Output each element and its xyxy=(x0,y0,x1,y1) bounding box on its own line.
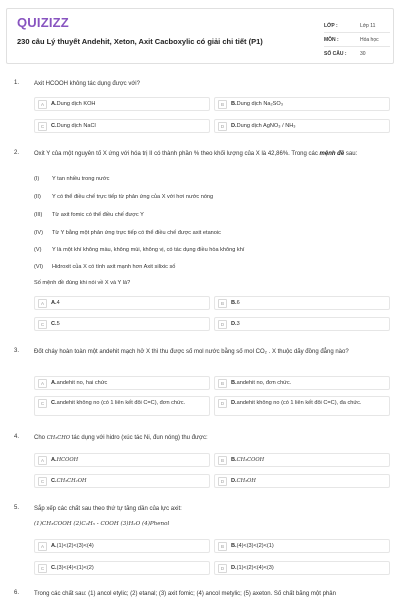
option-key: D xyxy=(218,399,227,408)
option-d[interactable] xyxy=(214,561,390,575)
option-label: A. xyxy=(51,543,57,549)
question-1 xyxy=(14,80,390,140)
option-text: andehit không no (có 1 liên kết đôi C=C), đa chức. xyxy=(236,400,362,406)
option-key: B xyxy=(218,299,227,308)
statement: (V) Y là một khí không màu, không mùi, không vị, có tác dụng điều hòa không khí xyxy=(34,247,245,253)
question-2 xyxy=(14,150,390,340)
option-label: D. xyxy=(231,565,237,571)
option-b[interactable] xyxy=(214,453,390,467)
option-text: CH₃COOH xyxy=(236,457,265,463)
option-key: B xyxy=(218,379,227,388)
option-b[interactable] xyxy=(214,97,390,111)
option-label: C. xyxy=(51,478,57,484)
option-a[interactable] xyxy=(34,376,210,390)
option-label: A. xyxy=(51,300,57,306)
option-text: Dung dịch NaCl xyxy=(56,123,96,129)
option-key: A xyxy=(38,100,47,109)
meta-count xyxy=(324,47,390,61)
option-d[interactable] xyxy=(214,474,390,488)
statement: (I) Y tan nhiều trong nước xyxy=(34,176,110,182)
question-number: 2. xyxy=(14,150,20,156)
question-tail: Số mệnh đề đúng khi nói về X và Y là? xyxy=(34,280,131,286)
document-meta xyxy=(324,19,390,61)
option-key: D xyxy=(218,477,227,486)
meta-grade xyxy=(324,19,390,33)
option-label: D. xyxy=(231,400,237,406)
option-c[interactable] xyxy=(34,561,210,575)
option-key: D xyxy=(218,564,227,573)
option-d[interactable] xyxy=(214,396,390,416)
option-key: B xyxy=(218,100,227,109)
question-number: 6. xyxy=(14,590,20,596)
option-label: A. xyxy=(51,380,57,386)
meta-value: Hóa học xyxy=(360,36,379,43)
option-label: B. xyxy=(231,457,237,463)
option-label: B. xyxy=(231,101,237,107)
option-text: Dung dịch KOH xyxy=(56,101,96,107)
document-header xyxy=(6,8,394,64)
meta-subject xyxy=(324,33,390,47)
option-c[interactable] xyxy=(34,396,210,416)
meta-value: Lớp 11 xyxy=(360,22,376,29)
option-text: (1)<(2)<(4)<(3) xyxy=(236,565,274,571)
option-key: D xyxy=(218,320,227,329)
option-a[interactable] xyxy=(34,97,210,111)
option-text: (1)<(2)<(3)<(4) xyxy=(56,543,94,549)
option-text: CH₃CH₂OH xyxy=(56,478,87,484)
option-label: C. xyxy=(51,565,57,571)
question-number: 3. xyxy=(14,348,20,354)
option-key: C xyxy=(38,320,47,329)
option-b[interactable] xyxy=(214,296,390,310)
meta-key: SỐ CÂU : xyxy=(324,51,347,57)
option-a[interactable] xyxy=(34,296,210,310)
option-c[interactable] xyxy=(34,119,210,133)
option-text: andehit no, đơn chức. xyxy=(236,380,292,386)
option-text: 6 xyxy=(236,300,240,306)
option-label: B. xyxy=(231,380,237,386)
meta-key: LỚP : xyxy=(324,22,338,29)
option-label: B. xyxy=(231,300,237,306)
meta-key: MÔN : xyxy=(324,36,339,43)
option-key: B xyxy=(218,456,227,465)
question-number: 5. xyxy=(14,505,20,511)
option-label: C. xyxy=(51,400,57,406)
option-label: A. xyxy=(51,101,57,107)
question-text: Đốt cháy hoàn toàn một andehit mạch hở X thì thu được số mol nước bằng số mol CO₂ . X thuộc dãy đồng đẳng nào? xyxy=(34,349,349,355)
option-key: A xyxy=(38,299,47,308)
option-label: C. xyxy=(51,123,57,129)
option-label: A. xyxy=(51,457,57,463)
question-text: Axit HCOOH không tác dụng được với? xyxy=(34,81,140,87)
option-key: A xyxy=(38,456,47,465)
meta-value: 30 xyxy=(360,51,366,57)
quizizz-logo: QUIZIZZ xyxy=(17,15,69,30)
question-text: Cho CH₃CHO tác dụng với hidro (xúc tác Ni, đun nóng) thu được: xyxy=(34,435,208,441)
option-text: 4 xyxy=(56,300,60,306)
option-d[interactable] xyxy=(214,119,390,133)
option-text: 3 xyxy=(236,321,240,327)
statement: (IV) Từ Y bằng một phản ứng trực tiếp có thể điều chế được axit etanoic xyxy=(34,230,221,236)
question-text: Sắp xếp các chất sau theo thứ tự tăng dần của lực axit: xyxy=(34,506,182,512)
question-6 xyxy=(14,590,390,600)
option-key: C xyxy=(38,122,47,131)
option-d[interactable] xyxy=(214,317,390,331)
option-label: D. xyxy=(231,478,237,484)
statement: (VI) Hidroxit của X có tính axit mạnh hơn Axit silixic số xyxy=(34,264,176,270)
option-text: (3)<(4)<(1)<(2) xyxy=(56,565,94,571)
option-text: 5 xyxy=(56,321,60,327)
option-key: B xyxy=(218,542,227,551)
option-a[interactable] xyxy=(34,539,210,553)
option-label: C. xyxy=(51,321,57,327)
option-label: D. xyxy=(231,321,237,327)
option-text: HCOOH xyxy=(56,457,79,463)
question-5 xyxy=(14,505,390,581)
option-text: Dung dịch AgNO₃ / NH₃ xyxy=(236,123,296,129)
question-number: 1. xyxy=(14,80,20,86)
option-key: D xyxy=(218,122,227,131)
option-b[interactable] xyxy=(214,376,390,390)
option-b[interactable] xyxy=(214,539,390,553)
option-c[interactable] xyxy=(34,317,210,331)
option-text: andehit không no (có 1 liên kết đôi C=C), đơn chức. xyxy=(56,400,186,406)
document-title: 230 câu Lý thuyết Andehit, Xeton, Axit Cacboxylic có giải chi tiết (P1) xyxy=(17,37,263,46)
statement: (III) Từ axit fomic có thể điều chế được Y xyxy=(34,212,144,218)
statement: (II) Y có thể điều chế trực tiếp từ phản ứng của X với hơi nước nóng xyxy=(34,194,214,200)
emphasis: mệnh đề xyxy=(319,151,345,157)
option-key: A xyxy=(38,379,47,388)
option-label: B. xyxy=(231,543,237,549)
option-key: C xyxy=(38,564,47,573)
option-text: CH₃OH xyxy=(236,478,256,484)
question-formula: (1)CH₃COOH (2)C₂H₅ - COOH (3)H₂O (4)Phenol xyxy=(34,521,170,527)
option-a[interactable] xyxy=(34,453,210,467)
option-key: C xyxy=(38,399,47,408)
question-4 xyxy=(14,434,390,494)
option-key: C xyxy=(38,477,47,486)
question-text: Oxit Y của một nguyên tố X ứng với hóa trị II có thành phần % theo khối lượng của X là 42,86%. Trong các mệnh đề sau: xyxy=(34,151,358,157)
chemical-formula: CH₃CHO xyxy=(46,435,71,441)
option-text: (4)<(3)<(2)<(1) xyxy=(236,543,274,549)
question-number: 4. xyxy=(14,434,20,440)
question-3 xyxy=(14,348,390,420)
option-text: Dung dịch Na₂SO₃ xyxy=(236,101,284,107)
question-text: Trong các chất sau: (1) ancol etylic; (2) etanal; (3) axit fomic; (4) ancol metylic; (5) axeton. Số chất bằng một phản xyxy=(34,591,336,597)
option-c[interactable] xyxy=(34,474,210,488)
option-key: A xyxy=(38,542,47,551)
option-text: andehit no, hai chức xyxy=(56,380,108,386)
option-label: D. xyxy=(231,123,237,129)
